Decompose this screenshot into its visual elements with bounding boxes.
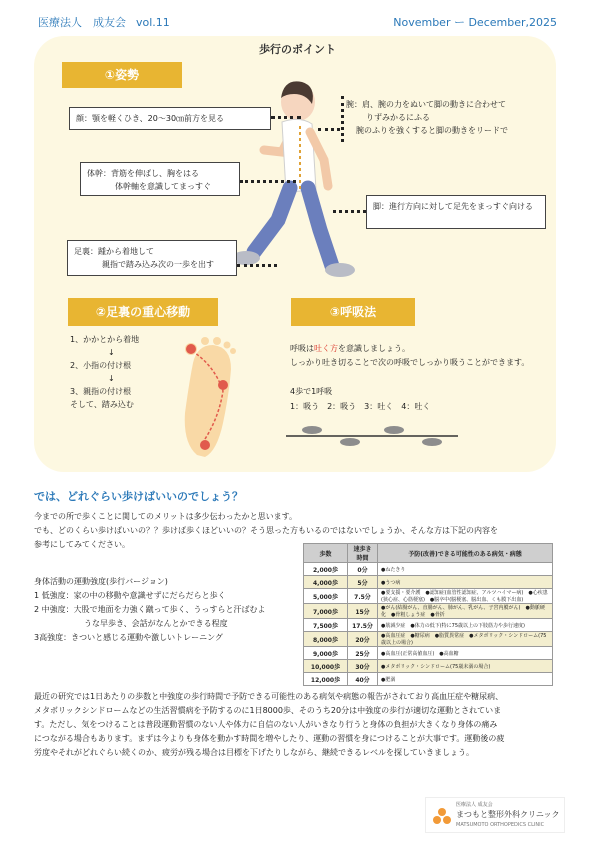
table-cell: 17.5分 (348, 619, 378, 632)
closing-line-5: 労度やそれがどれぐらい続くのか、疲労が残る場合は目標を下げたりしながら、継続できるレベルを探していきましょう。 (34, 748, 474, 757)
table-row (304, 647, 553, 660)
arm-line-2: りずみかるにふる (366, 113, 430, 122)
table-row (304, 563, 553, 576)
table-cell: ●高血圧(正常高値血圧) ●高血糖 (378, 647, 553, 660)
sole-pointer (237, 264, 277, 267)
breath-text-2: しっかり吐き切ることで次の呼吸でしっかり吸うことができます。 (290, 358, 530, 367)
table-cell: ●筋減少症 ●体力の低下(特に75歳以上の下肢筋力や歩行速度) (378, 619, 553, 632)
table-cell: 0分 (348, 563, 378, 576)
table-cell: 5,000歩 (304, 589, 348, 604)
weight-step-3: 3、親指の付け根 (70, 387, 132, 396)
table-row (304, 632, 553, 647)
weight-steps (70, 333, 139, 411)
intro-line-2: でも、どのくらい歩けばいいの？？歩けば歩くほどいいの？そう思った方もいるのではないでしょうか、そんな方は下記の内容を (34, 526, 498, 535)
breath-emphasis: 吐く方 (314, 344, 338, 353)
table-row (304, 604, 553, 619)
breath-text-1 (290, 342, 410, 355)
table-cell: 2,000歩 (304, 563, 348, 576)
table-row (304, 589, 553, 604)
sole-line-2: 親指で踏み込み次の一歩を出す (102, 260, 214, 269)
weight-step-1: 1、かかとから着地 (70, 335, 140, 344)
rhythm-title: 4歩で1呼吸 (290, 387, 333, 396)
closing-line-3: す。ただし、気をつけることは普段運動習慣のない人や体力に自信のない人がいきなり行うと身体の負担が大きくなり身体の痛み (34, 720, 498, 729)
table-cell: ●高血圧症 ●糖尿病 ●脂質異常症 ●メタボリック・シンドローム(75歳以上の場合) (378, 632, 553, 647)
footprints-icon (286, 420, 458, 452)
sole-line-1: 足裏：踵から着地して (74, 247, 154, 256)
table-cell: ●要支援・要介護 ●認知症(血管性認知症、アルツハイマー病) ●心疾患(狭心症、心筋梗塞) ●脳卒中(脳梗塞、脳出血、くも膜下出血) (378, 589, 553, 604)
volume: vol.11 (136, 16, 170, 29)
steps-table (303, 543, 553, 686)
front-leg (308, 188, 332, 266)
logo-org: 医療法人 成友会 (456, 802, 493, 808)
breath-tag: ③呼吸法 (291, 298, 415, 326)
arm-bracket (341, 96, 344, 142)
table-cell: 20分 (348, 632, 378, 647)
intro-line-3: 参考にしてみてください。 (34, 540, 130, 549)
question-heading: では、どれぐらい歩けばいいのでしょう？ (34, 490, 243, 503)
arm-pointer (318, 128, 340, 131)
weight-step-4: そして、踏み込む (70, 400, 134, 409)
table-row (304, 619, 553, 632)
table-cell: 8,000歩 (304, 632, 348, 647)
clinic-logo (425, 797, 565, 833)
intensity-low: 1 低強度：家の中の移動や意識せずにだらだらと歩く (34, 591, 226, 600)
closing-paragraph (34, 690, 569, 760)
foot-icon (175, 333, 245, 463)
intensity-list (34, 575, 304, 645)
table-row (304, 576, 553, 589)
table-cell: 30分 (348, 660, 378, 673)
closing-line-4: につながる場合もあります。まずは今よりも身体を動かす時間を増やしたり、運動の習慣を身につけることが大事です。運動後の疲 (34, 734, 505, 743)
intensity-high: 3高強度：きついと感じる運動や激しいトレーニング (34, 633, 223, 642)
trunk-pointer (240, 180, 296, 183)
intensity-title: 身体活動の運動強度(歩行バージョン) (34, 577, 168, 586)
logo-en: MATSUMOTO ORTHOPEDICS CLINIC (456, 822, 545, 828)
closing-line-1: 最近の研究では1日あたりの歩数と中強度の歩行時間で予防できる可能性のある病気や病態の報告がされており高血圧症や糖尿病、 (34, 692, 504, 701)
section-title: 歩行のポイント (259, 43, 336, 56)
arm-line-3: 腕のふりを強くすると脚の動きをリードで (356, 126, 508, 135)
table-row (304, 660, 553, 673)
intensity-mid-2: うな早歩き、会話がなんとかできる程度 (84, 619, 228, 628)
table-cell: ●うつ病 (378, 576, 553, 589)
rhythm-steps: 1：吸う 2：吸う 3：吐く 4：吐く (290, 402, 431, 411)
back-leg (254, 188, 290, 252)
table-cell: ●がん(結腸がん、直腸がん、肺がん、乳がん、子宮内膜がん) ●動脈硬化 ●骨粗しょう症 ●骨折 (378, 604, 553, 619)
breath-post: を意識しましょう。 (338, 344, 410, 353)
table-cell: 25分 (348, 647, 378, 660)
trunk-line-2: 体幹軸を意識してまっすぐ (115, 182, 211, 191)
sole-callout (67, 240, 237, 276)
table-header-row (304, 544, 553, 563)
front-shoe (325, 263, 355, 277)
table-cell: 7,000歩 (304, 604, 348, 619)
table-cell: 40分 (348, 673, 378, 686)
intro-line-1: 今までの所で歩くことに関してのメリットは多少伝わったかと思います。 (34, 512, 297, 521)
trunk-callout (80, 162, 240, 196)
big-toe-point (186, 344, 196, 354)
weight-step-2: 2、小指の付け根 (70, 361, 132, 370)
arm-callout (340, 94, 555, 140)
header-org (38, 14, 180, 30)
weight-arrow-1: ↓ (108, 348, 115, 357)
table-cell: 7.5分 (348, 589, 378, 604)
table-cell: ●肥満 (378, 673, 553, 686)
header-period: November ー December,2025 (393, 16, 557, 29)
leg-callout: 脚：進行方向に対して足先をまっすぐ向ける (366, 195, 546, 229)
table-cell: 7,500歩 (304, 619, 348, 632)
logo-name: まつもと整形外科クリニック (456, 810, 560, 819)
table-header: 予防(改善)できる可能性のある病気・病態 (378, 544, 553, 563)
closing-line-2: メタボリックシンドロームなどの生活習慣病を予防するのに1日8000歩、そのうち20分は中強度の歩行が適切な運動とされていま (34, 706, 502, 715)
table-cell: 4,000歩 (304, 576, 348, 589)
table-cell: ●メタボリック・シンドローム(75歳未満の場合) (378, 660, 553, 673)
arm-line-1: 腕：肩、腕の力をぬいて脚の動きに合わせて (346, 100, 506, 109)
table-cell: 12,000歩 (304, 673, 348, 686)
leg-pointer (333, 210, 366, 213)
table-cell: 10,000歩 (304, 660, 348, 673)
face-pointer (271, 116, 301, 119)
face-callout: 顔：顎を軽くひき、20〜30㎝前方を見る (69, 107, 271, 130)
weight-arrow-2: ↓ (108, 374, 115, 383)
table-header: 速歩き時間 (348, 544, 378, 563)
table-row (304, 673, 553, 686)
trunk-line-1: 体幹：背筋を伸ばし、胸をはる (87, 169, 199, 178)
posture-tag: ①姿勢 (62, 62, 182, 88)
table-cell: 15分 (348, 604, 378, 619)
table-cell: 9,000歩 (304, 647, 348, 660)
clinic-logo-mark (432, 806, 452, 826)
weight-tag: ②足裏の重心移動 (68, 298, 218, 326)
heel-point (200, 440, 210, 450)
breath-pre: 呼吸は (290, 344, 314, 353)
table-header: 歩数 (304, 544, 348, 563)
intensity-mid-1: 2 中強度：大股で地面を力強く蹴って歩く、うっすらと汗ばむよ (34, 605, 266, 614)
org-name: 医療法人 成友会 (38, 16, 126, 29)
table-cell: 5分 (348, 576, 378, 589)
table-cell: ●ねたきり (378, 563, 553, 576)
